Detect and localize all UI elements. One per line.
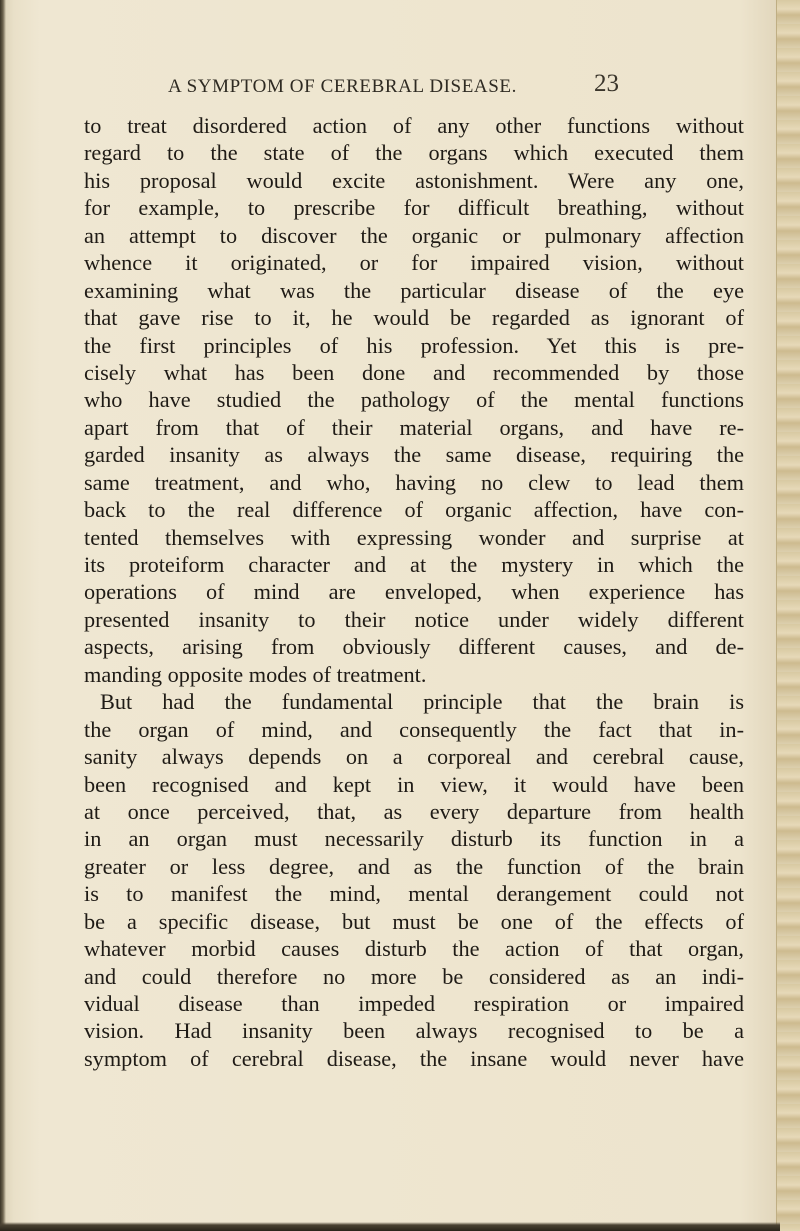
text-line: to treat disordered action of any other functions without	[84, 113, 744, 138]
text-line: the organ of mind, and consequently the fact that in-	[84, 716, 744, 742]
text-line: is to manifest the mind, mental derangement could not	[84, 881, 744, 907]
text-line: for example, to prescribe for difficult breathing, without	[84, 195, 744, 221]
text-line: that gave rise to it, he would be regarded as ignorant of	[84, 305, 744, 331]
text-line: examining what was the particular disease of the eye	[84, 277, 744, 303]
text-line: symptom of cerebral disease, the insane would never have	[84, 1045, 744, 1071]
text-line: operations of mind are enveloped, when experience has	[84, 579, 744, 605]
paragraph-end-line: manding opposite modes of treatment.	[84, 661, 427, 687]
text-line: apart from that of their material organs, and have re-	[84, 414, 744, 440]
text-line: at once perceived, that, as every departure from health	[84, 798, 744, 824]
text-line: been recognised and kept in view, it would have been	[84, 771, 744, 797]
running-title: A SYMPTOM OF CEREBRAL DISEASE.	[168, 76, 517, 97]
text-line: an attempt to discover the organic or pulmonary affection	[84, 222, 744, 248]
text-line: be a specific disease, but must be one of the effects of	[84, 908, 744, 934]
text-line: back to the real difference of organic affection, have con-	[84, 497, 744, 523]
text-line: cisely what has been done and recommended by those	[84, 359, 744, 385]
text-line: and could therefore no more be considered as an indi-	[84, 963, 744, 989]
text-line: greater or less degree, and as the function of the brain	[84, 853, 744, 879]
text-line: regard to the state of the organs which executed them	[84, 140, 744, 166]
text-line: whatever morbid causes disturb the action of that organ,	[84, 936, 744, 962]
text-line: sanity always depends on a corporeal and cerebral cause,	[84, 744, 744, 770]
text-line: who have studied the pathology of the mental functions	[84, 387, 744, 413]
text-line: vidual disease than impeded respiration or impaired	[84, 991, 744, 1016]
page-number: 23	[594, 70, 619, 97]
page-edge-strip	[776, 0, 800, 1231]
text-line: whence it originated, or for impaired vision, without	[84, 250, 744, 276]
text-line: in an organ must necessarily disturb its function in a	[84, 826, 744, 852]
text-line: presented insanity to their notice under widely different	[84, 606, 744, 632]
page-binding-shadow	[0, 0, 6, 1231]
paragraph-start-line: But had the fundamental principle that the brain is	[100, 689, 744, 715]
body-text	[84, 112, 744, 1072]
text-line: his proposal would excite astonishment. Were any one,	[84, 167, 744, 193]
running-header	[0, 70, 800, 106]
text-line: its proteiform character and at the mystery in which the	[84, 552, 744, 577]
bottom-page-edge	[0, 1222, 780, 1231]
text-line: tented themselves with expressing wonder and surprise at	[84, 524, 744, 550]
text-line: the first principles of his profession. Yet this is pre-	[84, 332, 744, 358]
text-line: same treatment, and who, having no clew to lead them	[84, 469, 744, 495]
text-line: aspects, arising from obviously different causes, and de-	[84, 634, 744, 660]
text-line: vision. Had insanity been always recognised to be a	[84, 1018, 744, 1044]
text-line: garded insanity as always the same disease, requiring the	[84, 442, 744, 468]
